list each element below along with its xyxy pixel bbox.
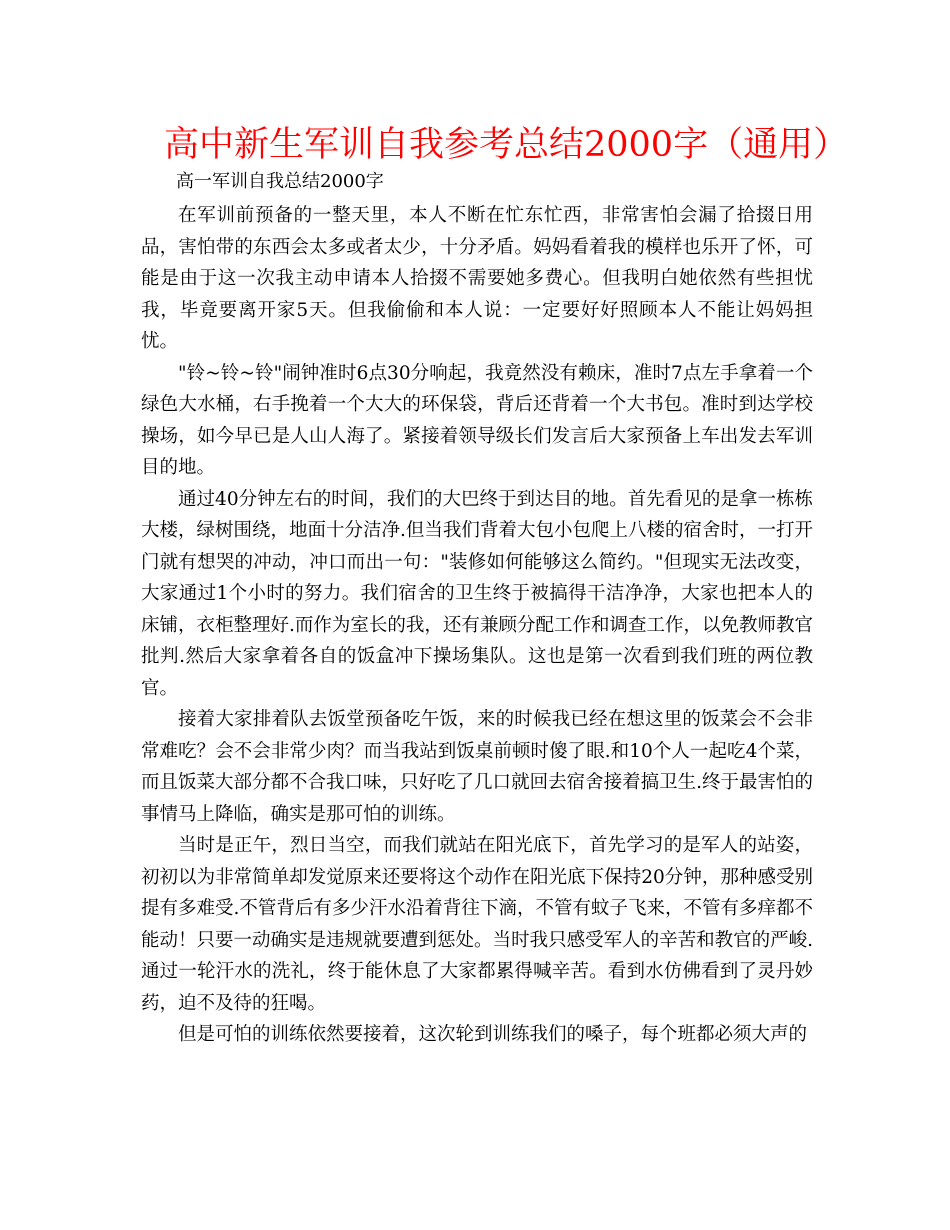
paragraph-6: 但是可怕的训练依然要接着，这次轮到训练我们的嗓子，每个班都必须大声的	[178, 1024, 808, 1045]
paragraph-2: "铃~铃~铃"闹钟准时6点30分响起，我竟然没有赖床，准时7点左手拿着一个绿色大水桶，右手挽着一个大大的环保袋，背后还背着一个大书包。准时到达学校操场，如今早已是人山人海了。紧接着领导级长们发言后大家预备上车出发去军训目的地。	[141, 362, 813, 478]
document-subtitle: 高一军训自我总结2000字	[176, 171, 384, 192]
paragraph-4: 接着大家排着队去饭堂预备吃午饭，来的时候我已经在想这里的饭菜会不会非常难吃？会不会非常少肉？而当我站到饭桌前顿时傻了眼.和10个人一起吃4个菜，而且饭菜大部分都不合我口味，只好吃了几口就回去宿舍接着搞卫生.终于最害怕的事情马上降临，确实是那可怕的训练。	[141, 709, 813, 825]
document-body	[141, 200, 813, 1051]
paragraph-3: 通过40分钟左右的时间，我们的大巴终于到达目的地。首先看见的是拿一栋栋大楼，绿树围绕，地面十分洁净.但当我们背着大包小包爬上八楼的宿舍时，一打开门就有想哭的冲动，冲口而出一句："装修如何能够这么简约。"但现实无法改变，大家通过1个小时的努力。我们宿舍的卫生终于被搞得干洁净净，大家也把本人的床铺，衣柜整理好.而作为室长的我，还有兼顾分配工作和调查工作，以免教师教官批判.然后大家拿着各自的饭盒冲下操场集队。这也是第一次看到我们班的两位教官。	[141, 488, 813, 699]
paragraph-1: 在军训前预备的一整天里，本人不断在忙东忙西，非常害怕会漏了拾掇日用品，害怕带的东西会太多或者太少，十分矛盾。妈妈看着我的模样也乐开了怀，可能是由于这一次我主动申请本人拾掇不需要她多费心。但我明白她依然有些担忧我，毕竟要离开家5天。但我偷偷和本人说：一定要好好照顾本人不能让妈妈担忧。	[141, 205, 813, 352]
document-title: 高中新生军训自我参考总结2000字（通用）	[164, 125, 849, 165]
paragraph-5: 当时是正午，烈日当空，而我们就站在阳光底下，首先学习的是军人的站姿，初初以为非常简单却发觉原来还要将这个动作在阳光底下保持20分钟，那种感受别提有多难受.不管背后有多少汗水沿着背往下滴，不管有蚊子飞来，不管有多痒都不能动！只要一动确实是违规就要遭到惩处。当时我只感受军人的辛苦和教官的严峻.通过一轮汗水的洗礼，终于能休息了大家都累得喊辛苦。看到水仿佛看到了灵丹妙药，迫不及待的狂喝。	[141, 835, 813, 1014]
